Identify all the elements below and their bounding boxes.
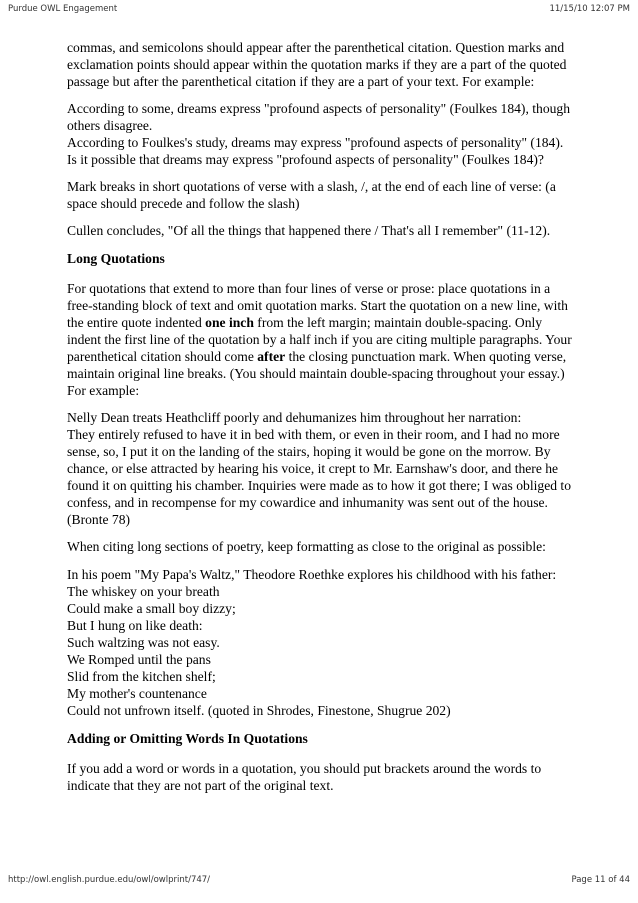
- example-citations: [67, 100, 575, 168]
- text-run: the closing punctuation mark. When quoting verse, maintain original line breaks. (You should maintain double-spacing throughout your essay.) For example:: [67, 349, 567, 398]
- poem-line: We Romped until the pans: [67, 652, 211, 667]
- paragraph-long-quotations: [67, 280, 575, 399]
- poem-line: Could make a small boy dizzy;: [67, 601, 236, 616]
- poem-line: The whiskey on your breath: [67, 584, 220, 599]
- text-run: from the left margin; maintain double-spacing. Only indent the first line of the quotation by a half inch if you are citing multiple paragraphs. Your parenthetical citation should come: [67, 315, 572, 364]
- prose-intro: Nelly Dean treats Heathcliff poorly and dehumanizes him throughout her narration:: [67, 410, 522, 425]
- paragraph-poetry: When citing long sections of poetry, keep formatting as close to the original as possible:: [67, 539, 546, 554]
- example-verse-quote: Cullen concludes, "Of all the things that happened there / That's all I remember" (11-12).: [67, 223, 551, 238]
- paragraph-brackets: If you add a word or words in a quotation, you should put brackets around the words to indicate that they are not part of the original text.: [67, 761, 542, 793]
- poem-line: My mother's countenance: [67, 686, 207, 701]
- poem-line: But I hung on like death:: [67, 618, 203, 633]
- poem-line: Could not unfrown itself. (quoted in Shrodes, Finestone, Shugrue 202): [67, 703, 451, 718]
- header-site-title: Purdue OWL Engagement: [8, 4, 118, 14]
- paragraph-punctuation: commas, and semicolons should appear after the parenthetical citation. Question marks and exclamation points should appear within the quotation marks if they are a part of the quoted passage but after the parenthetical citation if they are a part of your text. For example:: [67, 40, 567, 89]
- header-timestamp: 11/15/10 12:07 PM: [549, 4, 630, 14]
- example-prose-block: [67, 409, 575, 528]
- bold-one-inch: one inch: [205, 315, 254, 330]
- footer-page-number: Page 11 of 44: [571, 875, 630, 885]
- poem-line: Slid from the kitchen shelf;: [67, 669, 216, 684]
- document-body: [67, 39, 575, 804]
- paragraph-verse-breaks: Mark breaks in short quotations of verse with a slash, /, at the end of each line of verse: (a space should precede and follow the slash): [67, 179, 556, 211]
- bold-after: after: [257, 349, 286, 364]
- example-line: Is it possible that dreams may express "profound aspects of personality" (Foulkes 184)?: [67, 152, 544, 167]
- heading-long-quotations: Long Quotations: [67, 251, 165, 266]
- heading-adding-omitting: Adding or Omitting Words In Quotations: [67, 731, 308, 746]
- prose-quote: They entirely refused to have it in bed with them, or even in their room, and I had no more sense, so, I put it on the landing of the stairs, hoping it would be gone on the morrow. By chance, or else attracted by hearing his voice, it crept to Mr. Earnshaw's door, and there he found it on quitting his chamber. Inquiries were made as to how it got there; I was obliged to confess, and in recompense for my cowardice and inhumanity was sent out of the house. (Bronte 78): [67, 427, 571, 527]
- text-run: For quotations that extend to more than four lines of verse or prose: place quotations in a free-standing block of text and omit quotation marks. Start the quotation on a new line, with the entire quote indented: [67, 281, 568, 330]
- example-line: According to Foulkes's study, dreams may express "profound aspects of personality" (184).: [67, 135, 564, 150]
- poem-line: Such waltzing was not easy.: [67, 635, 220, 650]
- example-line: According to some, dreams express "profound aspects of personality" (Foulkes 184), though others disagree.: [67, 101, 571, 133]
- example-poem: [67, 566, 575, 719]
- poem-line: In his poem "My Papa's Waltz," Theodore Roethke explores his childhood with his father:: [67, 567, 557, 582]
- footer-url: http://owl.english.purdue.edu/owl/owlprint/747/: [8, 875, 211, 885]
